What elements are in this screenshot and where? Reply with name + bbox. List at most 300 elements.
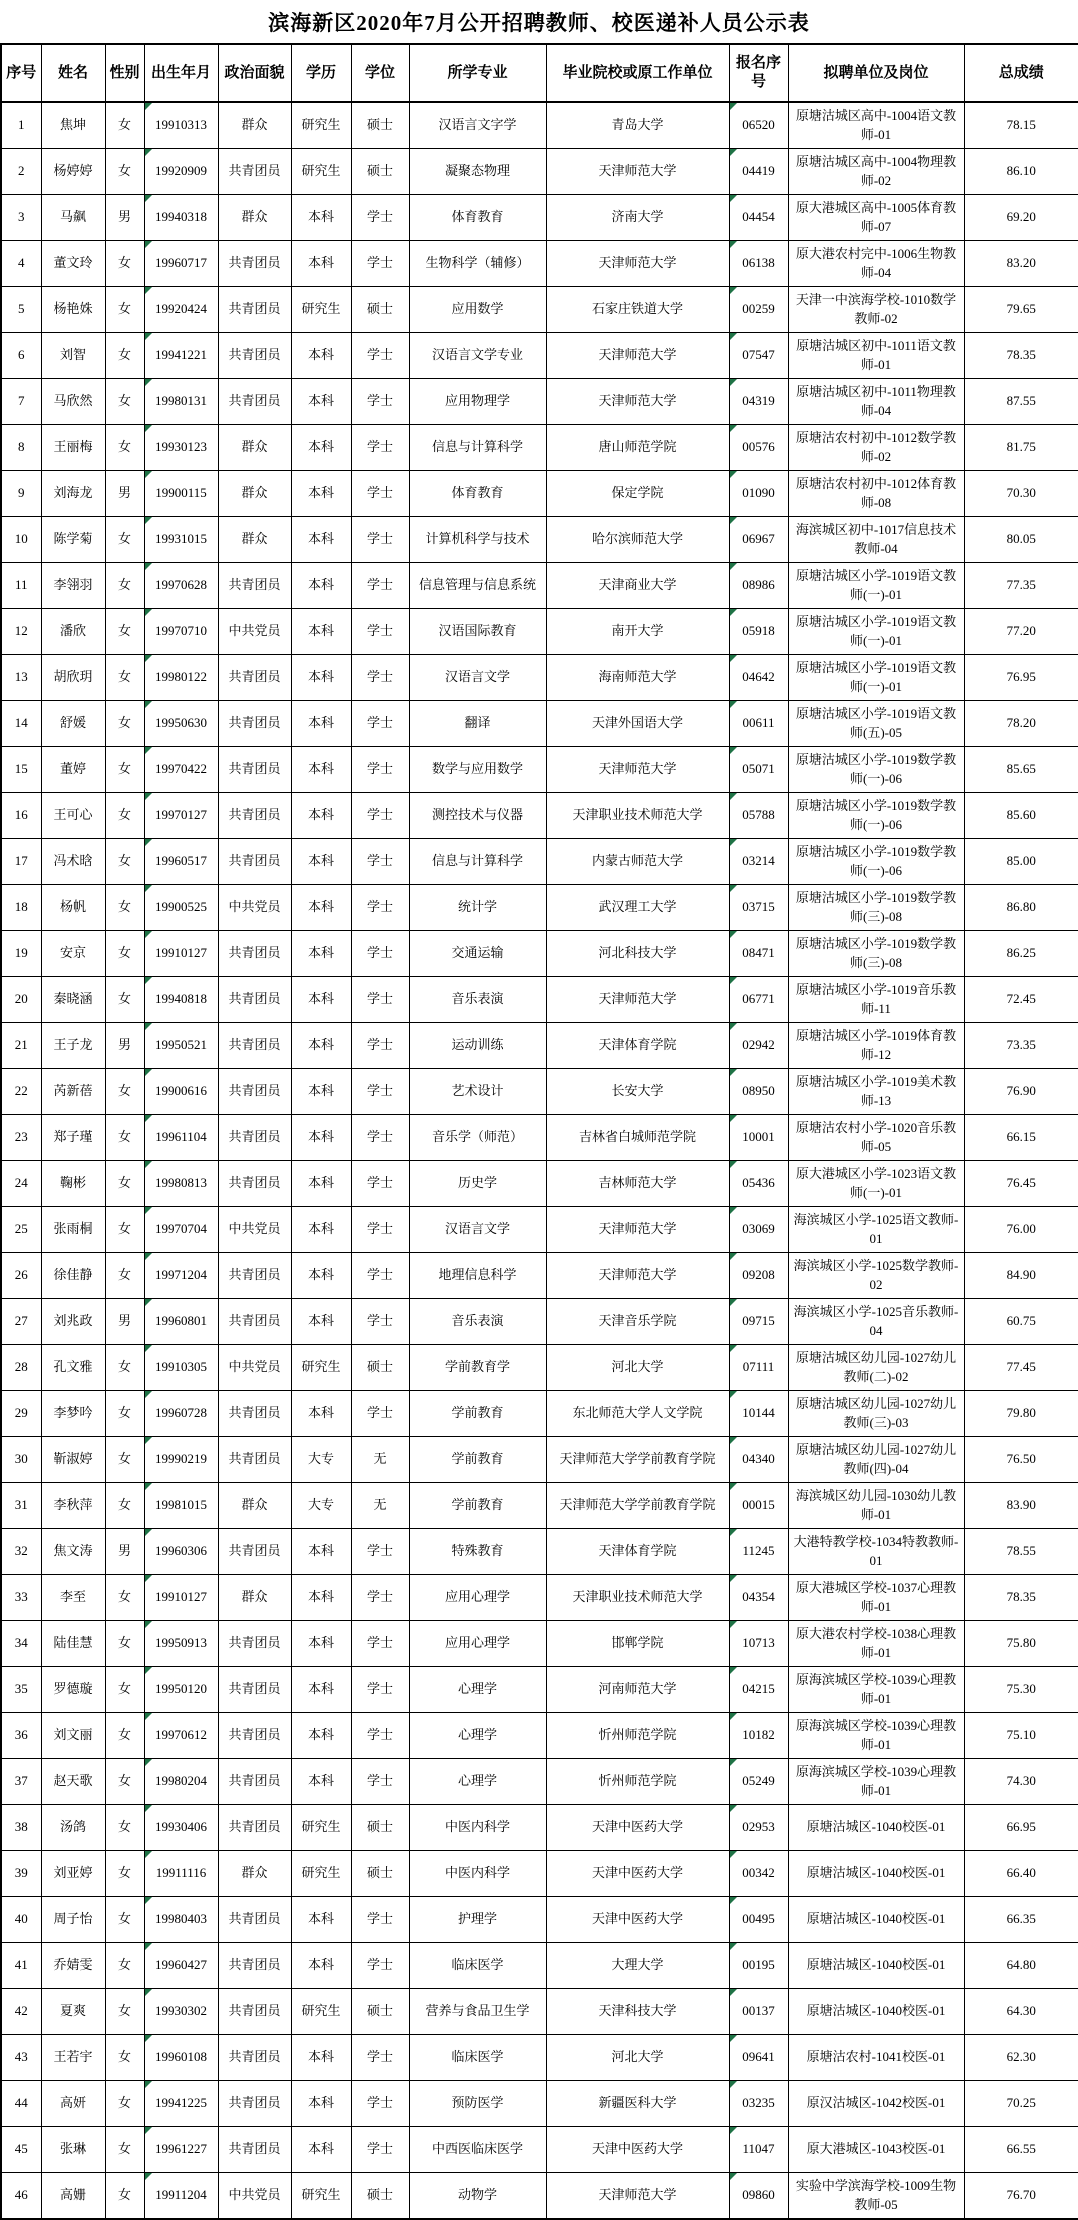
cell-political: 群众 bbox=[218, 425, 291, 471]
cell-school: 天津中医药大学 bbox=[546, 1897, 729, 1943]
cell-seq: 3 bbox=[1, 195, 41, 241]
cell-flag-icon bbox=[730, 885, 737, 892]
cell-name: 汤鸽 bbox=[41, 1805, 105, 1851]
cell-major: 汉语言文学 bbox=[409, 655, 546, 701]
cell-major: 临床医学 bbox=[409, 2035, 546, 2081]
cell-flag-icon bbox=[730, 425, 737, 432]
cell-seq: 26 bbox=[1, 1253, 41, 1299]
cell-flag-icon bbox=[730, 379, 737, 386]
cell-major: 体育教育 bbox=[409, 471, 546, 517]
cell-flag-icon bbox=[145, 1115, 152, 1122]
cell-major: 中医内科学 bbox=[409, 1851, 546, 1897]
cell-education: 研究生 bbox=[291, 102, 351, 149]
cell-education: 本科 bbox=[291, 333, 351, 379]
column-header-school: 毕业院校或原工作单位 bbox=[546, 44, 729, 102]
cell-gender: 女 bbox=[105, 379, 144, 425]
cell-seq: 13 bbox=[1, 655, 41, 701]
cell-score: 83.90 bbox=[964, 1483, 1078, 1529]
cell-birth: 19970127 bbox=[144, 793, 218, 839]
cell-reg_no: 09208 bbox=[729, 1253, 788, 1299]
cell-name: 焦文涛 bbox=[41, 1529, 105, 1575]
cell-major: 汉语国际教育 bbox=[409, 609, 546, 655]
cell-flag-icon bbox=[145, 517, 152, 524]
cell-name: 董婷 bbox=[41, 747, 105, 793]
cell-gender: 女 bbox=[105, 839, 144, 885]
cell-education: 本科 bbox=[291, 2127, 351, 2173]
cell-school: 南开大学 bbox=[546, 609, 729, 655]
cell-school: 河北科技大学 bbox=[546, 931, 729, 977]
cell-birth: 19980403 bbox=[144, 1897, 218, 1943]
cell-seq: 6 bbox=[1, 333, 41, 379]
cell-gender: 女 bbox=[105, 1621, 144, 1667]
table-row bbox=[1, 1069, 1078, 1115]
column-header-birth: 出生年月 bbox=[144, 44, 218, 102]
cell-position: 原大港城区学校-1037心理教师-01 bbox=[788, 1575, 964, 1621]
cell-major: 音乐表演 bbox=[409, 1299, 546, 1345]
cell-school: 大理大学 bbox=[546, 1943, 729, 1989]
cell-birth: 19970710 bbox=[144, 609, 218, 655]
cell-degree: 学士 bbox=[351, 1069, 409, 1115]
cell-school: 忻州师范学院 bbox=[546, 1713, 729, 1759]
table-row bbox=[1, 609, 1078, 655]
cell-reg_no: 00611 bbox=[729, 701, 788, 747]
cell-name: 潘欣 bbox=[41, 609, 105, 655]
cell-reg_no: 09641 bbox=[729, 2035, 788, 2081]
cell-position: 海滨城区小学-1025数学教师-02 bbox=[788, 1253, 964, 1299]
cell-gender: 女 bbox=[105, 2127, 144, 2173]
cell-position: 原塘沽城区-1040校医-01 bbox=[788, 1943, 964, 1989]
cell-degree: 学士 bbox=[351, 1161, 409, 1207]
table-row bbox=[1, 977, 1078, 1023]
cell-school: 河北大学 bbox=[546, 2035, 729, 2081]
cell-name: 刘亚婷 bbox=[41, 1851, 105, 1897]
cell-position: 原海滨城区学校-1039心理教师-01 bbox=[788, 1667, 964, 1713]
cell-major: 信息与计算科学 bbox=[409, 839, 546, 885]
cell-political: 共青团员 bbox=[218, 1989, 291, 2035]
cell-seq: 2 bbox=[1, 149, 41, 195]
cell-seq: 33 bbox=[1, 1575, 41, 1621]
cell-reg_no: 03235 bbox=[729, 2081, 788, 2127]
cell-seq: 12 bbox=[1, 609, 41, 655]
cell-flag-icon bbox=[730, 2173, 737, 2180]
cell-score: 84.90 bbox=[964, 1253, 1078, 1299]
cell-gender: 女 bbox=[105, 1437, 144, 1483]
cell-school: 新疆医科大学 bbox=[546, 2081, 729, 2127]
cell-political: 共青团员 bbox=[218, 1667, 291, 1713]
cell-degree: 学士 bbox=[351, 2035, 409, 2081]
cell-degree: 硕士 bbox=[351, 1989, 409, 2035]
cell-birth: 19950913 bbox=[144, 1621, 218, 1667]
cell-school: 天津科技大学 bbox=[546, 1989, 729, 2035]
cell-education: 本科 bbox=[291, 1207, 351, 1253]
cell-education: 本科 bbox=[291, 839, 351, 885]
cell-seq: 31 bbox=[1, 1483, 41, 1529]
cell-degree: 学士 bbox=[351, 1943, 409, 1989]
cell-seq: 32 bbox=[1, 1529, 41, 1575]
cell-flag-icon bbox=[730, 1575, 737, 1582]
cell-score: 78.35 bbox=[964, 1575, 1078, 1621]
cell-political: 共青团员 bbox=[218, 701, 291, 747]
cell-seq: 45 bbox=[1, 2127, 41, 2173]
cell-reg_no: 06520 bbox=[729, 102, 788, 149]
cell-flag-icon bbox=[145, 793, 152, 800]
cell-political: 中共党员 bbox=[218, 2173, 291, 2220]
cell-degree: 学士 bbox=[351, 1253, 409, 1299]
cell-major: 中西医临床医学 bbox=[409, 2127, 546, 2173]
cell-seq: 30 bbox=[1, 1437, 41, 1483]
cell-reg_no: 03069 bbox=[729, 1207, 788, 1253]
cell-score: 76.00 bbox=[964, 1207, 1078, 1253]
cell-name: 王丽梅 bbox=[41, 425, 105, 471]
cell-education: 本科 bbox=[291, 655, 351, 701]
cell-score: 74.30 bbox=[964, 1759, 1078, 1805]
cell-name: 张雨桐 bbox=[41, 1207, 105, 1253]
cell-reg_no: 01090 bbox=[729, 471, 788, 517]
cell-school: 吉林省白城师范学院 bbox=[546, 1115, 729, 1161]
cell-seq: 36 bbox=[1, 1713, 41, 1759]
cell-political: 共青团员 bbox=[218, 333, 291, 379]
cell-political: 共青团员 bbox=[218, 2081, 291, 2127]
cell-flag-icon bbox=[730, 701, 737, 708]
cell-score: 86.80 bbox=[964, 885, 1078, 931]
cell-political: 群众 bbox=[218, 517, 291, 563]
cell-gender: 女 bbox=[105, 517, 144, 563]
cell-score: 64.80 bbox=[964, 1943, 1078, 1989]
cell-flag-icon bbox=[145, 1621, 152, 1628]
cell-seq: 10 bbox=[1, 517, 41, 563]
cell-flag-icon bbox=[145, 1253, 152, 1260]
table-row bbox=[1, 1161, 1078, 1207]
cell-reg_no: 04215 bbox=[729, 1667, 788, 1713]
cell-political: 共青团员 bbox=[218, 563, 291, 609]
cell-position: 原塘沽城区-1040校医-01 bbox=[788, 1989, 964, 2035]
cell-reg_no: 07547 bbox=[729, 333, 788, 379]
cell-school: 天津师范大学 bbox=[546, 2173, 729, 2220]
cell-score: 85.65 bbox=[964, 747, 1078, 793]
cell-reg_no: 00495 bbox=[729, 1897, 788, 1943]
cell-flag-icon bbox=[730, 1805, 737, 1812]
cell-gender: 女 bbox=[105, 1253, 144, 1299]
cell-degree: 硕士 bbox=[351, 149, 409, 195]
cell-degree: 学士 bbox=[351, 839, 409, 885]
cell-political: 群众 bbox=[218, 1851, 291, 1897]
cell-flag-icon bbox=[145, 655, 152, 662]
cell-education: 本科 bbox=[291, 747, 351, 793]
cell-degree: 学士 bbox=[351, 1667, 409, 1713]
cell-education: 本科 bbox=[291, 1943, 351, 1989]
cell-major: 学前教育 bbox=[409, 1437, 546, 1483]
cell-reg_no: 07111 bbox=[729, 1345, 788, 1391]
table-row bbox=[1, 379, 1078, 425]
cell-birth: 19930302 bbox=[144, 1989, 218, 2035]
cell-degree: 硕士 bbox=[351, 1805, 409, 1851]
cell-reg_no: 04340 bbox=[729, 1437, 788, 1483]
cell-flag-icon bbox=[145, 1391, 152, 1398]
cell-political: 共青团员 bbox=[218, 2127, 291, 2173]
cell-education: 本科 bbox=[291, 1575, 351, 1621]
cell-seq: 37 bbox=[1, 1759, 41, 1805]
cell-degree: 无 bbox=[351, 1437, 409, 1483]
cell-name: 芮新蓓 bbox=[41, 1069, 105, 1115]
cell-seq: 28 bbox=[1, 1345, 41, 1391]
table-row bbox=[1, 149, 1078, 195]
table-row bbox=[1, 885, 1078, 931]
cell-name: 焦坤 bbox=[41, 102, 105, 149]
cell-name: 杨艳姝 bbox=[41, 287, 105, 333]
cell-education: 本科 bbox=[291, 2081, 351, 2127]
cell-gender: 女 bbox=[105, 1161, 144, 1207]
cell-flag-icon bbox=[730, 2035, 737, 2042]
cell-school: 天津职业技术师范大学 bbox=[546, 793, 729, 839]
cell-gender: 男 bbox=[105, 471, 144, 517]
cell-school: 邯郸学院 bbox=[546, 1621, 729, 1667]
cell-flag-icon bbox=[145, 379, 152, 386]
cell-position: 原塘沽城区幼儿园-1027幼儿教师(二)-02 bbox=[788, 1345, 964, 1391]
cell-birth: 19940818 bbox=[144, 977, 218, 1023]
cell-seq: 35 bbox=[1, 1667, 41, 1713]
column-header-degree: 学位 bbox=[351, 44, 409, 102]
cell-flag-icon bbox=[145, 563, 152, 570]
cell-major: 音乐表演 bbox=[409, 977, 546, 1023]
cell-education: 研究生 bbox=[291, 149, 351, 195]
cell-reg_no: 10182 bbox=[729, 1713, 788, 1759]
cell-birth: 19910127 bbox=[144, 931, 218, 977]
cell-seq: 19 bbox=[1, 931, 41, 977]
cell-seq: 24 bbox=[1, 1161, 41, 1207]
cell-flag-icon bbox=[145, 333, 152, 340]
cell-birth: 19930406 bbox=[144, 1805, 218, 1851]
cell-degree: 学士 bbox=[351, 195, 409, 241]
cell-flag-icon bbox=[145, 1069, 152, 1076]
cell-degree: 学士 bbox=[351, 1897, 409, 1943]
cell-name: 乔婧雯 bbox=[41, 1943, 105, 1989]
cell-seq: 38 bbox=[1, 1805, 41, 1851]
table-row bbox=[1, 102, 1078, 149]
cell-school: 天津师范大学 bbox=[546, 333, 729, 379]
cell-score: 76.70 bbox=[964, 2173, 1078, 2220]
cell-flag-icon bbox=[730, 655, 737, 662]
cell-birth: 19910305 bbox=[144, 1345, 218, 1391]
cell-seq: 44 bbox=[1, 2081, 41, 2127]
cell-education: 本科 bbox=[291, 195, 351, 241]
cell-seq: 8 bbox=[1, 425, 41, 471]
cell-degree: 学士 bbox=[351, 701, 409, 747]
cell-degree: 硕士 bbox=[351, 1851, 409, 1897]
cell-gender: 女 bbox=[105, 1391, 144, 1437]
cell-name: 王可心 bbox=[41, 793, 105, 839]
cell-gender: 女 bbox=[105, 287, 144, 333]
column-header-score: 总成绩 bbox=[964, 44, 1078, 102]
cell-degree: 学士 bbox=[351, 2127, 409, 2173]
cell-education: 本科 bbox=[291, 2035, 351, 2081]
cell-name: 陆佳慧 bbox=[41, 1621, 105, 1667]
cell-score: 60.75 bbox=[964, 1299, 1078, 1345]
cell-position: 原塘沽农村-1041校医-01 bbox=[788, 2035, 964, 2081]
cell-score: 66.40 bbox=[964, 1851, 1078, 1897]
cell-degree: 学士 bbox=[351, 2081, 409, 2127]
cell-name: 刘海龙 bbox=[41, 471, 105, 517]
cell-school: 河北大学 bbox=[546, 1345, 729, 1391]
table-row bbox=[1, 241, 1078, 287]
cell-score: 86.10 bbox=[964, 149, 1078, 195]
cell-major: 运动训练 bbox=[409, 1023, 546, 1069]
cell-birth: 19961104 bbox=[144, 1115, 218, 1161]
cell-gender: 女 bbox=[105, 747, 144, 793]
cell-political: 共青团员 bbox=[218, 1621, 291, 1667]
cell-score: 72.45 bbox=[964, 977, 1078, 1023]
cell-name: 马欣然 bbox=[41, 379, 105, 425]
cell-flag-icon bbox=[730, 977, 737, 984]
cell-flag-icon bbox=[145, 1299, 152, 1306]
cell-major: 生物科学（辅修） bbox=[409, 241, 546, 287]
cell-flag-icon bbox=[145, 103, 152, 110]
cell-political: 共青团员 bbox=[218, 2035, 291, 2081]
cell-flag-icon bbox=[730, 1851, 737, 1858]
cell-degree: 学士 bbox=[351, 655, 409, 701]
cell-position: 原塘沽农村小学-1020音乐教师-05 bbox=[788, 1115, 964, 1161]
cell-major: 汉语言文字学 bbox=[409, 102, 546, 149]
cell-birth: 19960427 bbox=[144, 1943, 218, 1989]
cell-birth: 19970628 bbox=[144, 563, 218, 609]
table-row bbox=[1, 1115, 1078, 1161]
cell-gender: 女 bbox=[105, 1713, 144, 1759]
cell-flag-icon bbox=[730, 1667, 737, 1674]
cell-birth: 19900525 bbox=[144, 885, 218, 931]
cell-degree: 学士 bbox=[351, 379, 409, 425]
cell-education: 本科 bbox=[291, 1759, 351, 1805]
cell-flag-icon bbox=[730, 149, 737, 156]
cell-name: 杨婷婷 bbox=[41, 149, 105, 195]
cell-flag-icon bbox=[145, 1575, 152, 1582]
table-row bbox=[1, 2127, 1078, 2173]
cell-gender: 女 bbox=[105, 977, 144, 1023]
cell-education: 本科 bbox=[291, 517, 351, 563]
cell-flag-icon bbox=[730, 517, 737, 524]
cell-birth: 19910127 bbox=[144, 1575, 218, 1621]
cell-school: 天津师范大学 bbox=[546, 1207, 729, 1253]
cell-flag-icon bbox=[145, 839, 152, 846]
cell-degree: 无 bbox=[351, 1483, 409, 1529]
cell-flag-icon bbox=[730, 195, 737, 202]
cell-birth: 19930123 bbox=[144, 425, 218, 471]
cell-birth: 19980813 bbox=[144, 1161, 218, 1207]
table-row bbox=[1, 931, 1078, 977]
cell-reg_no: 02953 bbox=[729, 1805, 788, 1851]
cell-gender: 女 bbox=[105, 1667, 144, 1713]
cell-education: 本科 bbox=[291, 1713, 351, 1759]
table-row bbox=[1, 747, 1078, 793]
cell-score: 79.65 bbox=[964, 287, 1078, 333]
cell-position: 原塘沽城区小学-1019体育教师-12 bbox=[788, 1023, 964, 1069]
cell-reg_no: 05918 bbox=[729, 609, 788, 655]
cell-gender: 女 bbox=[105, 885, 144, 931]
cell-political: 中共党员 bbox=[218, 1207, 291, 1253]
cell-name: 李秋萍 bbox=[41, 1483, 105, 1529]
cell-flag-icon bbox=[730, 931, 737, 938]
column-header-name: 姓名 bbox=[41, 44, 105, 102]
column-header-major: 所学专业 bbox=[409, 44, 546, 102]
cell-education: 本科 bbox=[291, 793, 351, 839]
cell-major: 历史学 bbox=[409, 1161, 546, 1207]
cell-education: 研究生 bbox=[291, 1805, 351, 1851]
cell-flag-icon bbox=[145, 287, 152, 294]
cell-political: 群众 bbox=[218, 195, 291, 241]
cell-degree: 学士 bbox=[351, 1299, 409, 1345]
table-row bbox=[1, 563, 1078, 609]
cell-birth: 19950521 bbox=[144, 1023, 218, 1069]
cell-name: 杨帆 bbox=[41, 885, 105, 931]
cell-seq: 25 bbox=[1, 1207, 41, 1253]
cell-gender: 女 bbox=[105, 1115, 144, 1161]
cell-major: 应用心理学 bbox=[409, 1575, 546, 1621]
cell-seq: 16 bbox=[1, 793, 41, 839]
cell-position: 原塘沽城区幼儿园-1027幼儿教师(三)-03 bbox=[788, 1391, 964, 1437]
cell-name: 靳淑婷 bbox=[41, 1437, 105, 1483]
cell-flag-icon bbox=[730, 1759, 737, 1766]
table-row bbox=[1, 1345, 1078, 1391]
cell-major: 信息管理与信息系统 bbox=[409, 563, 546, 609]
cell-seq: 34 bbox=[1, 1621, 41, 1667]
cell-major: 凝聚态物理 bbox=[409, 149, 546, 195]
table-row bbox=[1, 1759, 1078, 1805]
cell-degree: 学士 bbox=[351, 425, 409, 471]
cell-degree: 学士 bbox=[351, 1115, 409, 1161]
cell-position: 原大港农村学校-1038心理教师-01 bbox=[788, 1621, 964, 1667]
cell-name: 李翎羽 bbox=[41, 563, 105, 609]
cell-major: 预防医学 bbox=[409, 2081, 546, 2127]
cell-position: 原塘沽城区小学-1019语文教师(五)-05 bbox=[788, 701, 964, 747]
cell-score: 77.45 bbox=[964, 1345, 1078, 1391]
cell-education: 本科 bbox=[291, 471, 351, 517]
cell-education: 研究生 bbox=[291, 287, 351, 333]
cell-birth: 19950120 bbox=[144, 1667, 218, 1713]
cell-score: 81.75 bbox=[964, 425, 1078, 471]
cell-gender: 女 bbox=[105, 149, 144, 195]
cell-degree: 学士 bbox=[351, 1575, 409, 1621]
cell-school: 长安大学 bbox=[546, 1069, 729, 1115]
cell-flag-icon bbox=[730, 1713, 737, 1720]
cell-major: 特殊教育 bbox=[409, 1529, 546, 1575]
cell-education: 本科 bbox=[291, 425, 351, 471]
cell-score: 66.35 bbox=[964, 1897, 1078, 1943]
cell-school: 武汉理工大学 bbox=[546, 885, 729, 931]
cell-birth: 19931015 bbox=[144, 517, 218, 563]
cell-seq: 20 bbox=[1, 977, 41, 1023]
table-row bbox=[1, 287, 1078, 333]
cell-position: 原塘沽城区-1040校医-01 bbox=[788, 1897, 964, 1943]
cell-position: 原塘沽城区小学-1019数学教师(一)-06 bbox=[788, 747, 964, 793]
cell-degree: 硕士 bbox=[351, 1345, 409, 1391]
cell-education: 大专 bbox=[291, 1437, 351, 1483]
cell-gender: 男 bbox=[105, 1023, 144, 1069]
cell-degree: 学士 bbox=[351, 471, 409, 517]
cell-flag-icon bbox=[730, 1437, 737, 1444]
cell-gender: 女 bbox=[105, 425, 144, 471]
cell-major: 心理学 bbox=[409, 1713, 546, 1759]
cell-reg_no: 05788 bbox=[729, 793, 788, 839]
cell-education: 本科 bbox=[291, 1299, 351, 1345]
cell-flag-icon bbox=[145, 1989, 152, 1996]
cell-flag-icon bbox=[145, 2127, 152, 2134]
cell-reg_no: 09715 bbox=[729, 1299, 788, 1345]
cell-education: 大专 bbox=[291, 1483, 351, 1529]
cell-reg_no: 10001 bbox=[729, 1115, 788, 1161]
cell-reg_no: 00342 bbox=[729, 1851, 788, 1897]
cell-name: 胡欣玥 bbox=[41, 655, 105, 701]
cell-school: 济南大学 bbox=[546, 195, 729, 241]
cell-position: 海滨城区小学-1025音乐教师-04 bbox=[788, 1299, 964, 1345]
cell-education: 研究生 bbox=[291, 2173, 351, 2220]
